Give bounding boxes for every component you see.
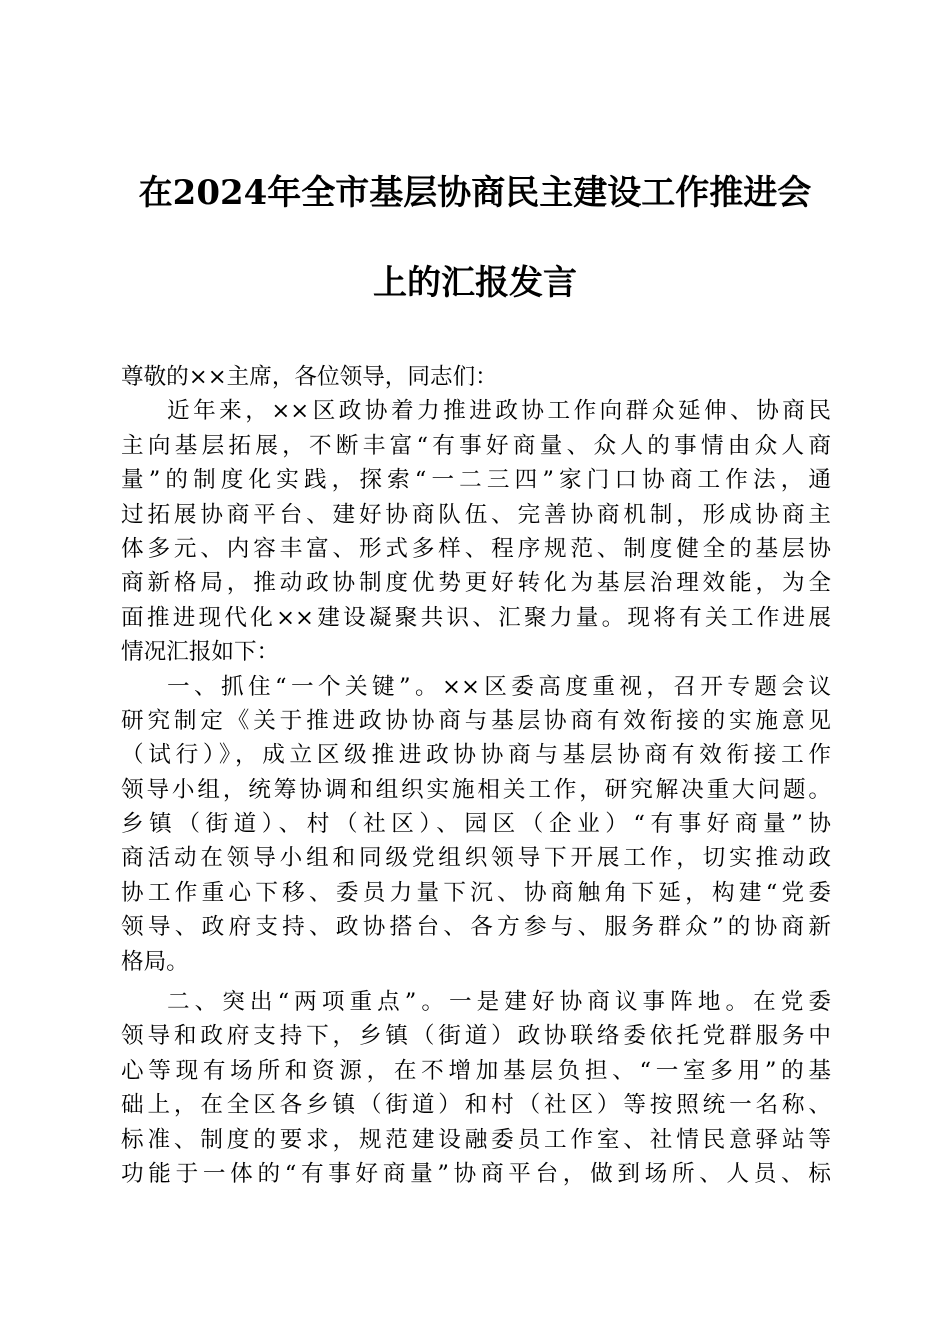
text-line: 情况汇报如下： <box>121 639 280 666</box>
text-line: 商新格局，推动政协制度优势更好转化为基层治理效能，为全 <box>121 570 831 597</box>
text-line: 领导、政府支持、政协搭台、各方参与、服务群众”的协商新 <box>121 914 831 941</box>
text-line: 过拓展协商平台、建好协商队伍、完善协商机制，形成协商主 <box>121 501 831 528</box>
text-line: 二、突出“两项重点”。一是建好协商议事阵地。在党委 <box>167 989 831 1016</box>
text-line: 乡镇（街道）、村（社区）、园区（企业）“有事好商量”协 <box>121 811 831 838</box>
document-title-line-1: 在2024年全市基层协商民主建设工作推进会 <box>138 173 812 213</box>
document-title-line-2: 上的汇报发言 <box>373 263 577 303</box>
salutation-line: 尊敬的××主席，各位领导，同志们： <box>121 364 498 390</box>
text-line: 领导小组，统筹协调和组织实施相关工作，研究解决重大问题。 <box>121 776 831 803</box>
text-line: 功能于一体的“有事好商量”协商平台，做到场所、人员、标 <box>121 1160 831 1187</box>
text-line: 研究制定《关于推进政协协商与基层协商有效衔接的实施意见 <box>121 707 831 734</box>
document-body <box>121 360 831 1191</box>
text-line: 格局。 <box>121 948 189 975</box>
text-line: 协工作重心下移、委员力量下沉、协商触角下延，构建“党委 <box>121 879 831 906</box>
text-line: 体多元、内容丰富、形式多样、程序规范、制度健全的基层协 <box>121 535 831 562</box>
text-line: 商活动在领导小组和同级党组织领导下开展工作，切实推动政 <box>121 845 831 872</box>
text-line: 标准、制度的要求，规范建设融委员工作室、社情民意驿站等 <box>121 1126 831 1153</box>
text-line: 领导和政府支持下，乡镇（街道）政协联络委依托党群服务中 <box>121 1023 831 1050</box>
text-line: 面推进现代化××建设凝聚共识、汇聚力量。现将有关工作进展 <box>121 604 831 631</box>
text-line: 一、抓住“一个关键”。××区委高度重视，召开专题会议 <box>167 673 831 700</box>
text-line: 近年来，××区政协着力推进政协工作向群众延伸、协商民 <box>167 398 831 425</box>
text-line: （试行）》，成立区级推进政协协商与基层协商有效衔接工作 <box>121 742 831 769</box>
text-line: 量”的制度化实践，探索“一二三四”家门口协商工作法，通 <box>121 467 831 494</box>
text-line: 础上，在全区各乡镇（街道）和村（社区）等按照统一名称、 <box>121 1092 831 1119</box>
text-line: 主向基层拓展，不断丰富“有事好商量、众人的事情由众人商 <box>121 432 831 459</box>
text-line: 心等现有场所和资源，在不增加基层负担、“一室多用”的基 <box>121 1057 831 1084</box>
